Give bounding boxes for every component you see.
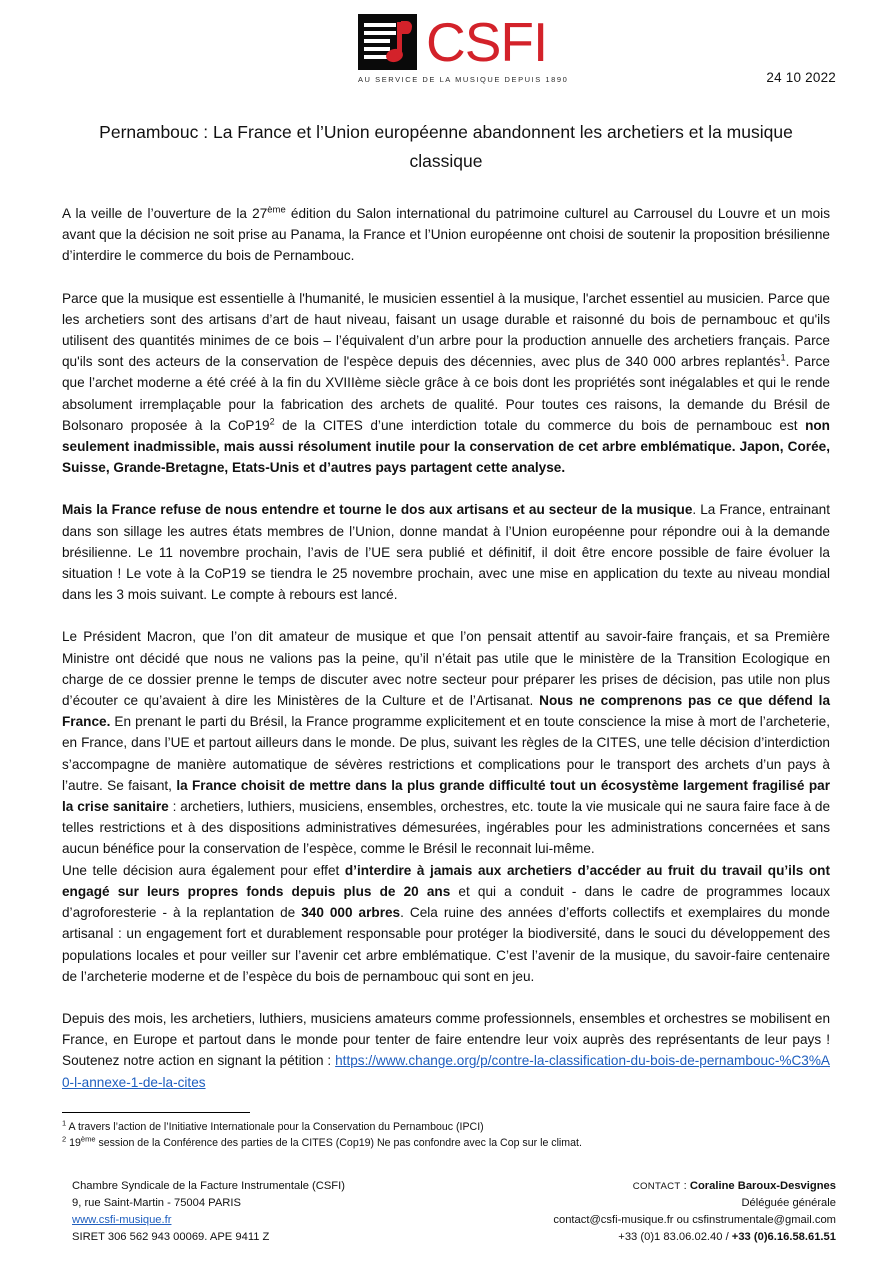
p4-seg3: : archetiers, luthiers, musiciens, ensembles, orchestres, etc. toute la vie musicale qui ne saura faire face à de telles restrictions et à des dispositions administratives démesurées, ingérables pour les administrations concernées et sans aucun bénéfice pour la conservation de l’espèce, comme le Brésil le reconnait lui-même. [62, 799, 831, 857]
footnote-2-text: session de la Conférence des parties de la CITES (Cop19) Ne pas confondre avec la Cop sur le climat. [95, 1136, 582, 1149]
footer-contact-role: Déléguée générale [741, 1197, 836, 1209]
csfi-logo [358, 10, 569, 84]
footnote-1-text: A travers l’action de l’Initiative Internationale pour la Conservation du Pernambouc (IPCI) [66, 1121, 484, 1133]
footnote-2-sup: ème [80, 1133, 96, 1143]
p4-seg1: Le Président Macron, que l’on dit amateur de musique et que l’on pensait attentif au savoir-faire français, et sa Première Ministre ont décidé que nous ne valions pas la peine, qu’il n’était pas utile que le ministère de la Transition Ecologique en charge de ce dossier prenne le temps de discuter avec notre secteur pour préparer les prises de décision, pas utile non plus d’écouter ce qu’avaient à dire les Ministères de la Culture et de l’Artisanat. [62, 629, 830, 709]
footer-contact-name: Coraline Baroux-Desvignes [689, 1180, 836, 1192]
footer-contact-phones [553, 1229, 836, 1246]
p5-seg2: et qui a conduit - dans le cadre de programmes locaux d’agroforesterie - à la replantation de [62, 883, 830, 921]
footer-contact-sep: : [680, 1180, 690, 1192]
paragraph-2 [62, 288, 830, 479]
p5-seg3: . Cela ruine des années d’efforts collectifs et exemplaires du monde artisanal : un engagement fort et durablement responsable pour protéger la biodiversité, dans le souci du développement des populations locales et pour veiller sur l’avenir cet arbre emblématique. C’est l’avenir de la musique, du savoir-faire centenaire de l’archeterie moderne et de l’espèce du bois de pernambouc qui sont en jeu. [62, 905, 830, 984]
p2-seg1: Parce que la musique est essentielle à l'humanité, le musicien essentiel à la musique, l'archet essentiel au musicien. Parce que les archetiers sont des artisans d’art de haut niveau, faisant un usage durable et raisonné du bois de pernambouc et qu'ils utilisent des quantités minimes de ce bois – l’équivalent d’un arbre pour la production annuelle des archetiers français. Parce qu'ils sont des acteurs de la conservation de l'espèce depuis des décennies, avec plus de 340 000 arbres replantés [62, 290, 830, 370]
footer-phone-landline: +33 (0)1 83.06.02.40 / [618, 1231, 732, 1243]
p5-bold-1: d’interdire à jamais aux archetiers d’accéder au fruit du travail qu’ils ont engagé sur leurs propres fonds depuis plus de 20 ans [62, 862, 830, 899]
footnote-2 [62, 1133, 830, 1152]
p4-bold-1: Nous ne comprenons pas ce que défend la France. [62, 693, 831, 730]
paragraph-6 [62, 1008, 830, 1093]
p5-bold-2: 340 000 arbres [301, 905, 401, 921]
logo-wordmark: CSFI [426, 10, 548, 73]
piano-keys-music-note-icon [358, 14, 417, 70]
footer-contact-emails: contact@csfi-musique.fr ou csfinstrumentale@gmail.com [553, 1214, 836, 1226]
footer-phone-mobile: +33 (0)6.16.58.61.51 [731, 1231, 836, 1243]
document-footer [72, 1178, 836, 1246]
paragraph-1 [62, 203, 830, 267]
footer-right-column [553, 1178, 836, 1246]
p4-bold-2: la France choisit de mettre dans la plus grande difficulté tout un écosystème largement fragilisé par la crise sanitaire [62, 777, 830, 815]
footnote-separator [62, 1112, 250, 1113]
p2-footnote-ref-2: 2 [269, 416, 275, 427]
paragraph-5 [62, 860, 830, 987]
p4-seg2: En prenant le parti du Brésil, la France programme explicitement et en toute conscience la mise à mort de l’archeterie, en France, dans l’UE et partout ailleurs dans le monde. De plus, suivant les règles de la CITES, une telle décision d’interdiction s’accompagne de manière automatique de sévères restrictions et complications pour le transport des archets d’un pays à l’autre. Se faisant, [62, 714, 830, 793]
p1-sup-eme: ème [267, 204, 286, 216]
paragraph-3 [62, 499, 830, 605]
footer-siret: SIRET 306 562 943 00069. APE 9411 Z [72, 1231, 270, 1243]
document-header [0, 0, 892, 104]
p2-footnote-ref-1: 1 [780, 352, 786, 363]
p1-seg2: édition du Salon international du patrimoine culturel au Carrousel du Louvre et un mois avant que la décision ne soit prise au Panama, la France et l’Union européenne ont choisi de soutenir la proposition brésilienne d’interdire le commerce du bois de Pernambouc. [62, 206, 830, 264]
footer-website-link[interactable]: www.csfi-musique.fr [72, 1214, 172, 1226]
footnotes-section [62, 1112, 830, 1151]
footer-address: 9, rue Saint-Martin - 75004 PARIS [72, 1197, 241, 1209]
document-date: 24 10 2022 [766, 70, 836, 85]
p2-bold-1: non seulement inadmissible, mais aussi résolument inutile pour la conservation de cet arbre emblématique. Japon, Corée, Suisse, Grande-Bretagne, Etats-Unis et d’autres pays partagent cette analyse. [62, 417, 830, 476]
p2-seg3: de la CITES d’une interdiction totale du commerce du bois de pernambouc est [274, 417, 806, 433]
p3-seg1: . La France, entrainant dans son sillage les autres états membres de l’Union, donne mandat à l’Union européenne pour répondre oui à la demande brésilienne. Le 11 novembre prochain, l’avis de l’UE sera publié et définitif, il doit être encore possible de faire évoluer la situation ! Le vote à la CoP19 se tiendra le 25 novembre prochain, avec une mise en application du texte au niveau mondial dans les 3 mois suivant. Le compte à rebours est lancé. [62, 502, 830, 603]
p3-bold-1: Mais la France refuse de nous entendre et tourne le dos aux artisans et au secteur de la musique [62, 502, 693, 518]
p5-seg1: Une telle décision aura également pour effet [62, 862, 345, 878]
page-title: Pernambouc : La France et l’Union européenne abandonnent les archetiers et la musique classique [99, 122, 793, 171]
paragraph-4 [62, 626, 830, 859]
p6-seg1: Depuis des mois, les archetiers, luthiers, musiciens amateurs comme professionnels, ensembles et orchestres se mobilisent en France, en Europe et partout dans le monde pour tenter de faire entendre leur voix auprès des représentants de leur pays ! Soutenez notre action en signant la pétition : [62, 1010, 830, 1069]
petition-link[interactable]: https://www.change.org/p/contre-la-classification-du-bois-de-pernambouc-%C3%A0-l-annexe-1-de-la-cites [62, 1053, 830, 1090]
p1-seg1: A la veille de l’ouverture de la 27 [62, 206, 268, 221]
footer-contact-label: CONTACT [632, 1181, 681, 1192]
footer-org-name: Chambre Syndicale de la Facture Instrumentale (CSFI) [72, 1180, 345, 1192]
p2-seg2: . Parce que l’archet moderne a été créé à la fin du XVIIIème siècle grâce à ce bois dont les propriétés sont inégalables et qui le rende absolument irremplaçable pour la fabrication des archets de qualité. Pour toutes ces raisons, la demande du Brésil de Bolsonaro proposée à la CoP19 [62, 354, 830, 433]
footer-left-column [72, 1178, 345, 1246]
logo-tagline: AU SERVICE DE LA MUSIQUE DEPUIS 1890 [358, 75, 569, 84]
logo-row [358, 10, 548, 73]
footnote-2-marker: 2 [62, 1133, 67, 1143]
footnote-1-marker: 1 [62, 1118, 67, 1128]
footnote-1 [62, 1120, 830, 1136]
footer-contact-line [553, 1178, 836, 1195]
document-body [62, 118, 830, 1093]
footnote-2-pre: 19 [66, 1136, 81, 1149]
